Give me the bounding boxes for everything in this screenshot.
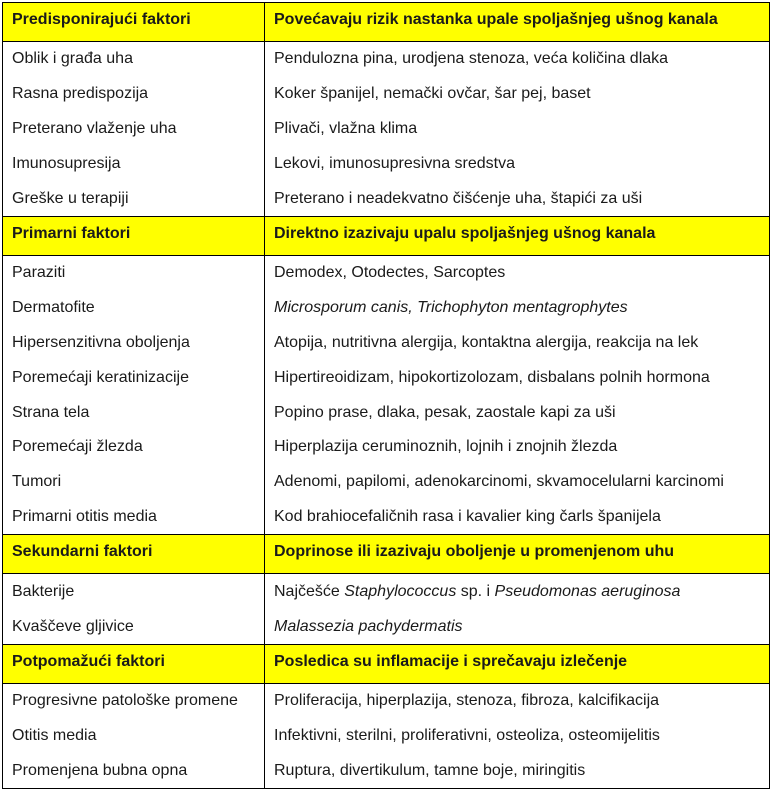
table-row xyxy=(3,181,770,216)
header-description: Povećavaju rizik nastanka upale spoljašnjeg ušnog kanala xyxy=(265,3,770,42)
table-row xyxy=(3,326,770,361)
table-row xyxy=(3,609,770,644)
factor-cell: Poremećaji žlezda xyxy=(3,430,265,465)
section-header-perpetuating xyxy=(3,644,770,683)
examples-cell: Preterano i neadekvatno čišćenje uha, štapići za uši xyxy=(265,181,770,216)
table-row xyxy=(3,291,770,326)
header-category: Predisponirajući faktori xyxy=(3,3,265,42)
table-row xyxy=(3,360,770,395)
table-row xyxy=(3,683,770,718)
table-row xyxy=(3,719,770,754)
factor-cell: Bakterije xyxy=(3,574,265,609)
factor-cell: Preterano vlaženje uha xyxy=(3,112,265,147)
examples-cell xyxy=(265,574,770,609)
factor-cell: Paraziti xyxy=(3,255,265,290)
examples-cell: Hiperplazija ceruminoznih, lojnih i znojnih žlezda xyxy=(265,430,770,465)
section-header-predisposing xyxy=(3,3,770,42)
examples-text: Najčešće xyxy=(274,582,345,600)
table-row xyxy=(3,77,770,112)
factor-cell: Progresivne patološke promene xyxy=(3,683,265,718)
factor-cell: Poremećaji keratinizacije xyxy=(3,360,265,395)
examples-cell: Atopija, nutritivna alergija, kontaktna alergija, reakcija na lek xyxy=(265,326,770,361)
examples-cell: Hipertireoidizam, hipokortizolozam, disbalans polnih hormona xyxy=(265,360,770,395)
header-description: Posledica su inflamacije i sprečavaju izlečenje xyxy=(265,644,770,683)
factor-cell: Imunosupresija xyxy=(3,146,265,181)
header-description: Direktno izazivaju upalu spoljašnjeg ušnog kanala xyxy=(265,216,770,255)
table-row xyxy=(3,42,770,77)
header-category: Potpomažući faktori xyxy=(3,644,265,683)
factor-cell: Strana tela xyxy=(3,395,265,430)
examples-cell xyxy=(265,291,770,326)
factor-cell: Kvaščeve gljivice xyxy=(3,609,265,644)
factor-cell: Tumori xyxy=(3,465,265,500)
examples-cell: Kod brahiocefaličnih rasa i kavalier king čarls španijela xyxy=(265,500,770,535)
factor-cell: Oblik i građa uha xyxy=(3,42,265,77)
table-row xyxy=(3,430,770,465)
header-category: Sekundarni faktori xyxy=(3,535,265,574)
examples-cell: Adenomi, papilomi, adenokarcinomi, skvamocelularni karcinomi xyxy=(265,465,770,500)
table-row xyxy=(3,754,770,789)
section-header-primary xyxy=(3,216,770,255)
section-header-secondary xyxy=(3,535,770,574)
examples-cell: Plivači, vlažna klima xyxy=(265,112,770,147)
examples-cell: Koker španijel, nemački ovčar, šar pej, baset xyxy=(265,77,770,112)
species-italic: Microsporum canis, Trichophyton mentagrophytes xyxy=(274,299,628,317)
examples-cell: Pendulozna pina, urodjena stenoza, veća količina dlaka xyxy=(265,42,770,77)
factor-cell: Otitis media xyxy=(3,719,265,754)
examples-cell xyxy=(265,609,770,644)
species-italic: Staphylococcus xyxy=(344,582,457,600)
table-row xyxy=(3,146,770,181)
factor-cell: Greške u terapiji xyxy=(3,181,265,216)
examples-text: sp. i xyxy=(456,582,495,600)
factor-cell: Promenjena bubna opna xyxy=(3,754,265,789)
examples-cell: Lekovi, imunosupresivna sredstva xyxy=(265,146,770,181)
header-description: Doprinose ili izazivaju oboljenje u promenjenom uhu xyxy=(265,535,770,574)
factor-cell: Dermatofite xyxy=(3,291,265,326)
table-row xyxy=(3,112,770,147)
table-row xyxy=(3,255,770,290)
species-italic: Malassezia pachydermatis xyxy=(274,617,463,635)
factor-cell: Primarni otitis media xyxy=(3,500,265,535)
factor-cell: Hipersenzitivna oboljenja xyxy=(3,326,265,361)
header-category: Primarni faktori xyxy=(3,216,265,255)
table-row xyxy=(3,395,770,430)
examples-cell: Demodex, Otodectes, Sarcoptes xyxy=(265,255,770,290)
examples-cell: Proliferacija, hiperplazija, stenoza, fibroza, kalcifikacija xyxy=(265,683,770,718)
factor-cell: Rasna predispozija xyxy=(3,77,265,112)
examples-cell: Infektivni, sterilni, proliferativni, osteoliza, osteomijelitis xyxy=(265,719,770,754)
table-row xyxy=(3,574,770,609)
species-italic: Pseudomonas aeruginosa xyxy=(494,582,681,600)
table-row xyxy=(3,500,770,535)
otitis-factors-table xyxy=(2,2,770,789)
table-row xyxy=(3,465,770,500)
examples-cell: Popino prase, dlaka, pesak, zaostale kapi za uši xyxy=(265,395,770,430)
examples-cell: Ruptura, divertikulum, tamne boje, miringitis xyxy=(265,754,770,789)
